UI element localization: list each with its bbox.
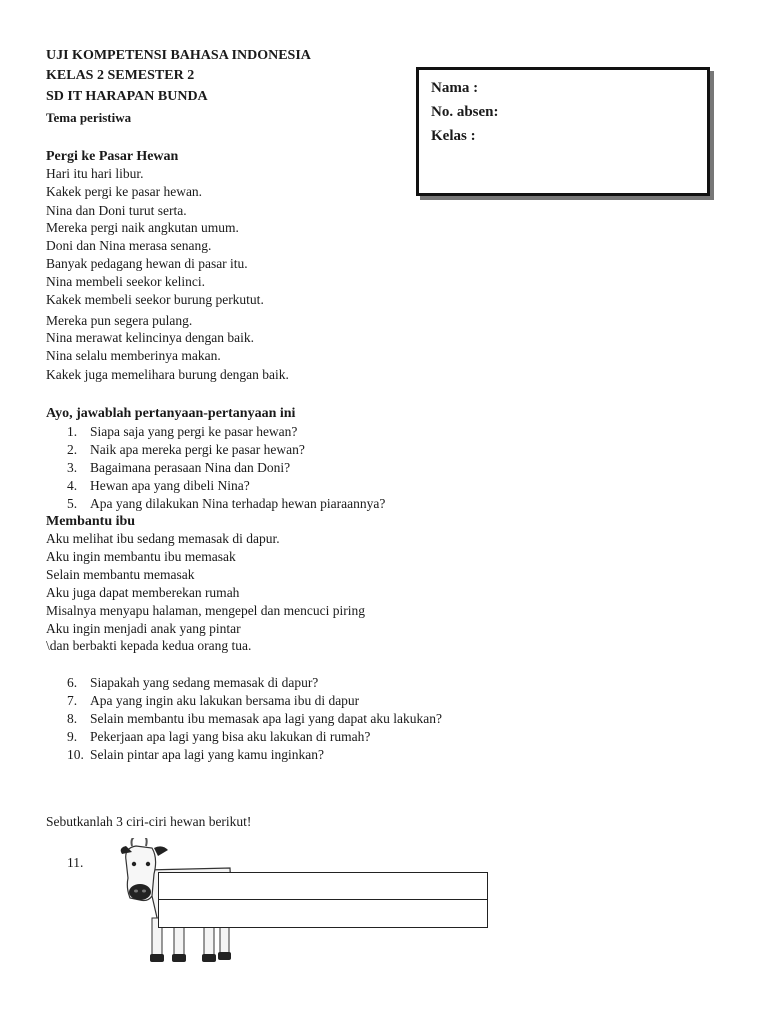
story1-line: Mereka pergi naik angkutan umum. (46, 220, 239, 235)
question-item (67, 442, 305, 458)
class-semester: KELAS 2 SEMESTER 2 (46, 68, 195, 83)
absence-number-label: No. absen: (431, 104, 499, 120)
story2-line: Aku juga dapat memberekan rumah (46, 585, 240, 600)
story1-line: Nina dan Doni turut serta. (46, 203, 187, 218)
question-item (67, 711, 442, 727)
question-number: 1. (67, 424, 78, 439)
question-text: Siapakah yang sedang memasak di dapur? (90, 675, 319, 690)
question-text: Bagaimana perasaan Nina dan Doni? (90, 460, 291, 475)
story2-line: Aku melihat ibu sedang memasak di dapur. (46, 531, 280, 546)
question-item (67, 747, 324, 763)
question-item (67, 424, 297, 440)
question-text: Selain membantu ibu memasak apa lagi yang dapat aku lakukan? (90, 711, 443, 726)
story1-line: Doni dan Nina merasa senang. (46, 238, 212, 253)
story1-line: Kakek pergi ke pasar hewan. (46, 184, 203, 199)
questions-title: Ayo, jawablah pertanyaan-pertanyaan ini (46, 406, 296, 421)
question-number: 7. (67, 693, 78, 708)
question-number: 8. (67, 711, 78, 726)
story2-line: Selain membantu memasak (46, 567, 195, 582)
story2-line: \dan berbakti kepada kedua orang tua. (46, 638, 252, 653)
question-number: 10. (67, 747, 84, 762)
story1-line: Banyak pedagang hewan di pasar itu. (46, 256, 248, 271)
question-text: Apa yang dilakukan Nina terhadap hewan piaraannya? (90, 496, 386, 511)
question-11-number: 11. (67, 855, 84, 870)
story2-line: Aku ingin membantu ibu memasak (46, 549, 236, 564)
question-number: 5. (67, 496, 78, 511)
student-identity-box (416, 67, 710, 196)
answer-line-2[interactable] (158, 899, 488, 928)
story1-line: Kakek membeli seekor burung perkutut. (46, 292, 264, 307)
school-name: SD IT HARAPAN BUNDA (46, 89, 208, 104)
story1-line: Nina merawat kelincinya dengan baik. (46, 330, 255, 345)
question-text: Apa yang ingin aku lakukan bersama ibu di dapur (90, 693, 360, 708)
question-item (67, 675, 318, 691)
question-number: 2. (67, 442, 78, 457)
story1-line: Nina membeli seekor kelinci. (46, 274, 205, 289)
exam-title: UJI KOMPETENSI BAHASA INDONESIA (46, 48, 311, 63)
story1-line: Mereka pun segera pulang. (46, 313, 193, 328)
question-item (67, 693, 359, 709)
answer-line-1[interactable] (158, 872, 488, 901)
question-text: Siapa saja yang pergi ke pasar hewan? (90, 424, 298, 439)
story1-line: Hari itu hari libur. (46, 166, 144, 181)
question-item (67, 460, 290, 476)
question-number: 6. (67, 675, 78, 690)
question-number: 4. (67, 478, 78, 493)
class-label: Kelas : (431, 128, 476, 144)
question-item (67, 478, 250, 494)
name-label: Nama : (431, 80, 479, 96)
question-text: Pekerjaan apa lagi yang bisa aku lakukan di rumah? (90, 729, 371, 744)
question-text: Hewan apa yang dibeli Nina? (90, 478, 250, 493)
story1-title: Pergi ke Pasar Hewan (46, 149, 179, 164)
question-text: Selain pintar apa lagi yang kamu inginkan? (90, 747, 324, 762)
story2-line: Misalnya menyapu halaman, mengepel dan mencuci piring (46, 603, 366, 618)
theme-label: Tema peristiwa (46, 110, 132, 125)
question-item (67, 496, 385, 512)
question-item (67, 729, 370, 745)
question-number: 3. (67, 460, 78, 475)
question-text: Naik apa mereka pergi ke pasar hewan? (90, 442, 305, 457)
story1-line: Kakek juga memelihara burung dengan baik. (46, 367, 289, 382)
story2-line: Aku ingin menjadi anak yang pintar (46, 621, 241, 636)
animal-instruction: Sebutkanlah 3 ciri-ciri hewan berikut! (46, 814, 252, 829)
question-number: 9. (67, 729, 78, 744)
story2-title: Membantu ibu (46, 514, 136, 529)
story1-line: Nina selalu memberinya makan. (46, 348, 221, 363)
